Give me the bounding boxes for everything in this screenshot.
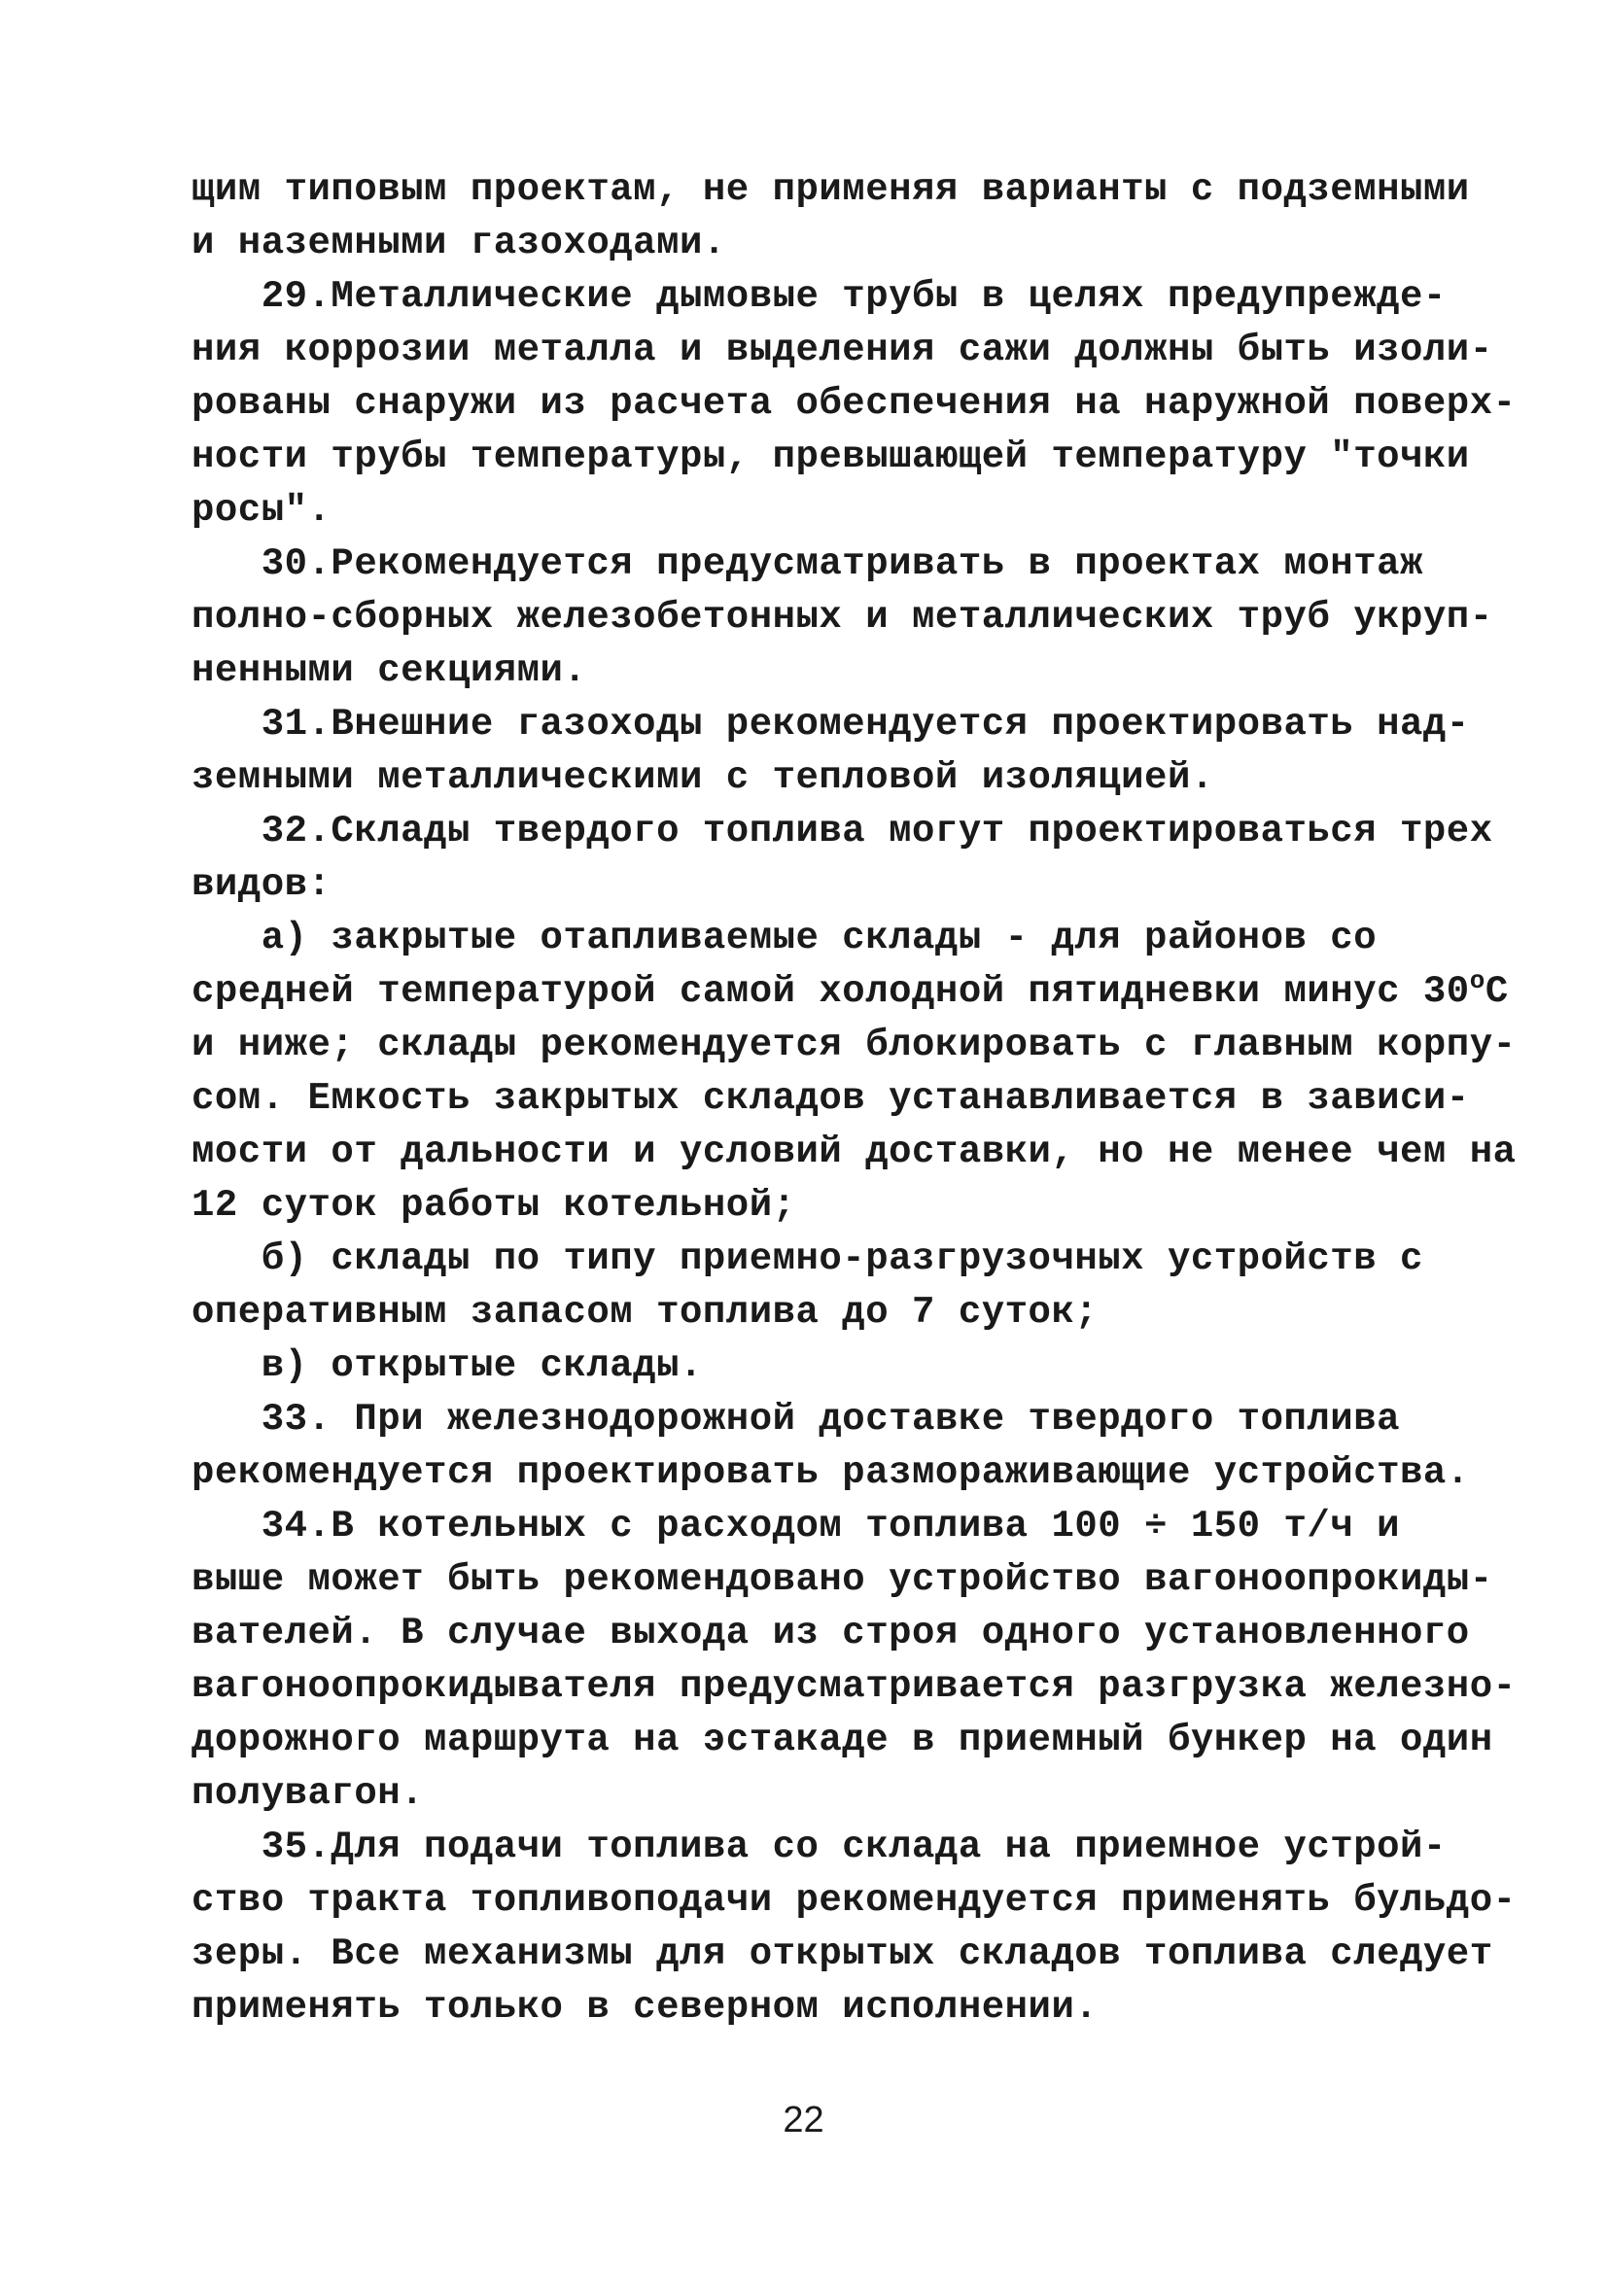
text-line: 12 суток работы котельной; xyxy=(192,1184,796,1227)
text-line: ненными секциями. xyxy=(192,649,587,692)
text-line: в) открытые склады. xyxy=(192,1344,703,1387)
text-line: 29.Металлические дымовые трубы в целях предупрежде- xyxy=(192,275,1447,318)
degree-unit: C xyxy=(1485,970,1509,1013)
text-line: зеры. Все механизмы для открытых складов топлива следует xyxy=(192,1932,1493,1975)
text-line: 35.Для подачи топлива со склада на приемное устрой- xyxy=(192,1826,1447,1868)
text-line: земными металлическими с тепловой изоляцией. xyxy=(192,756,1214,799)
text-line: и ниже; склады рекомендуется блокировать с главным корпу- xyxy=(192,1024,1517,1066)
text-line: ности трубы температуры, превышающей температуру "точки xyxy=(192,435,1470,478)
text-line: ство тракта топливоподачи рекомендуется применять бульдо- xyxy=(192,1879,1517,1922)
text-line: 30.Рекомендуется предусматривать в проектах монтаж xyxy=(192,542,1423,585)
text-line: 31.Внешние газоходы рекомендуется проектировать над- xyxy=(192,703,1470,746)
text-line: а) закрытые отапливаемые склады - для районов со xyxy=(192,917,1378,959)
text-line: вагоноопрокидывателя предусматривается разгрузка железно- xyxy=(192,1665,1517,1708)
text-line: рованы снаружи из расчета обеспечения на наружной поверх- xyxy=(192,382,1517,425)
text-line: видов: xyxy=(192,863,332,906)
text-line: полно-сборных железобетонных и металлических труб укруп- xyxy=(192,596,1493,639)
text-line: 34.В котельных с расходом топлива 100 ÷ 150 т/ч и xyxy=(192,1505,1400,1548)
text-line: выше может быть рекомендовано устройство вагоноопрокиды- xyxy=(192,1558,1493,1601)
text-line: применять только в северном исполнении. xyxy=(192,1986,1099,2029)
text-line: росы". xyxy=(192,489,332,532)
text-line: средней температурой самой холодной пятидневки минус 30 xyxy=(192,970,1470,1013)
page-number: 22 xyxy=(783,2100,824,2140)
text-line: ния коррозии металла и выделения сажи должны быть изоли- xyxy=(192,329,1493,371)
text-line: б) склады по типу приемно-разгрузочных устройств с xyxy=(192,1237,1423,1280)
text-line: и наземными газоходами. xyxy=(192,222,726,264)
degree-superscript: o xyxy=(1469,966,1485,995)
text-line: дорожного маршрута на эстакаде в приемный бункер на один xyxy=(192,1719,1493,1761)
text-line: сом. Емкость закрытых складов устанавливается в зависи- xyxy=(192,1077,1470,1120)
text-line: 32.Склады твердого топлива могут проектироваться трех xyxy=(192,810,1493,852)
body-text xyxy=(192,163,1517,2035)
text-line: щим типовым проектам, не применяя варианты с подземными xyxy=(192,168,1470,211)
text-line-with-degree xyxy=(192,965,1509,1019)
text-line: оперативным запасом топлива до 7 суток; xyxy=(192,1291,1099,1334)
text-line: мости от дальности и условий доставки, но не менее чем на xyxy=(192,1131,1517,1173)
text-line: вателей. В случае выхода из строя одного установленного xyxy=(192,1612,1470,1654)
text-line: рекомендуется проектировать размораживающие устройства. xyxy=(192,1451,1470,1494)
text-line: полувагон. xyxy=(192,1772,425,1815)
text-line: 33. При железнодорожной доставке твердого топлива xyxy=(192,1398,1400,1441)
